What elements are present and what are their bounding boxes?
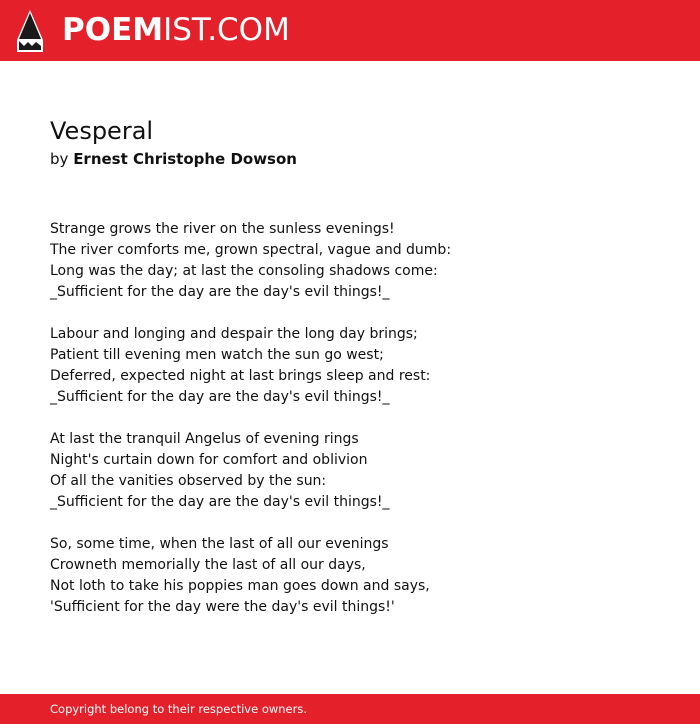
poem-line: _Sufficient for the day are the day's evil things!_ [50,389,390,405]
site-logo-text [62,12,290,48]
poem-line: Patient till evening men watch the sun go west; [50,347,384,363]
by-label: by [50,150,69,168]
poem-line: _Sufficient for the day are the day's evil things!_ [50,494,390,510]
stanza [50,429,670,513]
copyright-text: Copyright belong to their respective owners. [50,702,308,716]
poem-line: Long was the day; at last the consoling shadows come: [50,263,438,279]
site-footer [0,694,700,724]
stanza [50,324,670,408]
author-name: Ernest Christophe Dowson [73,150,297,168]
byline [50,149,297,169]
logo-link[interactable] [0,0,290,61]
poem-line: Deferred, expected night at last brings sleep and rest: [50,368,431,384]
brand-light: IST.COM [163,12,290,48]
stanza [50,219,670,303]
poem-line: Crowneth memorially the last of all our days, [50,557,366,573]
poem-line: Of all the vanities observed by the sun: [50,473,327,489]
poem-line: At last the tranquil Angelus of evening rings [50,431,359,447]
poem-line: Night's curtain down for comfort and oblivion [50,452,368,468]
poem-body [50,219,670,639]
poem-line: Not loth to take his poppies man goes down and says, [50,578,430,594]
poem-line: So, some time, when the last of all our evenings [50,536,389,552]
poem-line: Labour and longing and despair the long day brings; [50,326,418,342]
poem-line: _Sufficient for the day are the day's evil things!_ [50,284,390,300]
poem-line: Strange grows the river on the sunless evenings! [50,221,395,237]
poem-line: The river comforts me, grown spectral, vague and dumb: [50,242,452,258]
pencil-tip-icon [17,10,43,52]
poem-title: Vesperal [50,117,154,145]
brand-bold: POEM [62,12,164,48]
stanza [50,534,670,618]
poem-line: 'Sufficient for the day were the day's evil things!' [50,599,395,615]
site-header [0,0,700,61]
